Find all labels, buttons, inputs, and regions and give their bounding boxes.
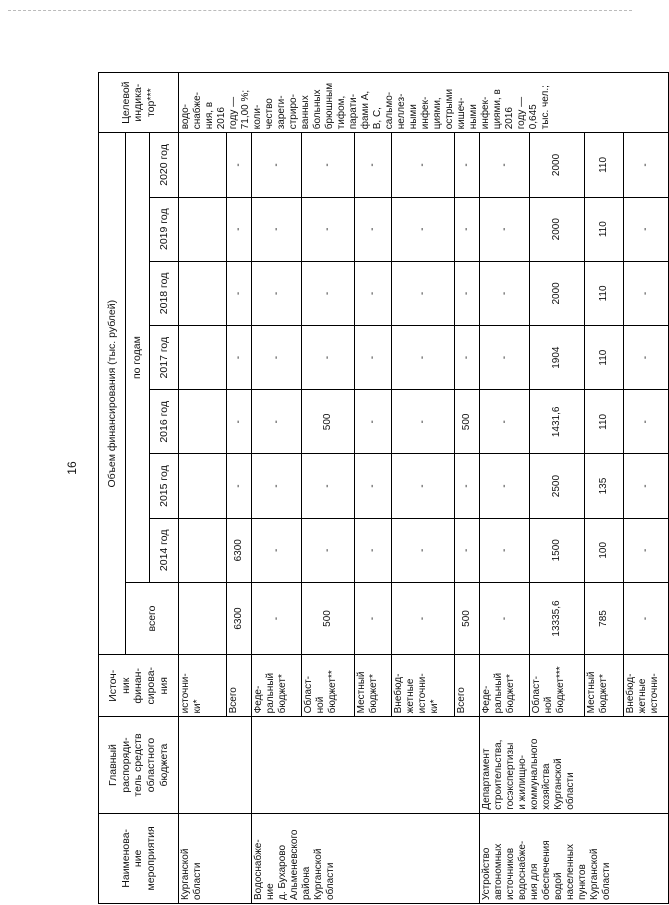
header-total: всего [125, 582, 179, 654]
value-cell: - [354, 326, 391, 390]
value-cell: - [227, 390, 252, 454]
value-cell: - [455, 454, 480, 518]
header-year: 2014 год [150, 518, 179, 582]
value-cell: - [252, 518, 302, 582]
value-cell: - [252, 197, 302, 261]
source-cell: Местный бюджет* [585, 655, 624, 717]
executor-cell [252, 717, 480, 813]
header-name: Наименова- ние мероприятия [99, 813, 179, 903]
value-cell: - [455, 326, 480, 390]
value-cell: 6300 [227, 518, 252, 582]
total-cell: - [252, 582, 302, 654]
value-cell: 2500 [530, 454, 585, 518]
value-cell: - [227, 454, 252, 518]
value-cell: - [227, 261, 252, 325]
value-cell: 1904 [530, 326, 585, 390]
top-scan-line [8, 10, 632, 11]
source-cell: Всего [455, 655, 480, 717]
financing-table [98, 72, 669, 904]
value-cell: - [480, 326, 530, 390]
source-cell: источни- ки* [179, 655, 227, 717]
value-cell: - [391, 390, 455, 454]
executor-cell: Департамент строительства, госэкспертизы и жилищно- коммунального хозяйства Курганской области [480, 717, 669, 813]
value-cell: 110 [585, 390, 624, 454]
value-cell: - [480, 390, 530, 454]
total-cell: - [391, 582, 455, 654]
value-cell: - [455, 261, 480, 325]
value-cell: - [354, 390, 391, 454]
value-cell: 500 [302, 390, 355, 454]
header-year: 2015 год [150, 454, 179, 518]
header-source: Источ- ник финан- сирова- ния [99, 655, 179, 717]
executor-cell [179, 717, 252, 813]
value-cell: - [455, 133, 480, 197]
value-cell: 100 [585, 518, 624, 582]
value-cell: - [624, 326, 669, 390]
value-cell: 2000 [530, 261, 585, 325]
total-cell: - [480, 582, 530, 654]
value-cell: - [480, 454, 530, 518]
header-year: 2020 год [150, 133, 179, 197]
value-cell: - [480, 261, 530, 325]
total-cell: - [624, 582, 669, 654]
value-cell: - [391, 518, 455, 582]
source-cell: Област- ной бюджет** [302, 655, 355, 717]
source-cell: Област- ной бюджет*** [530, 655, 585, 717]
value-cell: - [302, 133, 355, 197]
value-cell: - [302, 454, 355, 518]
source-cell: Местный бюджет* [354, 655, 391, 717]
value-cell: - [391, 454, 455, 518]
total-cell: 500 [302, 582, 355, 654]
value-cell: - [480, 518, 530, 582]
value-cell: - [227, 326, 252, 390]
value-cell: - [480, 197, 530, 261]
value-cell: - [227, 197, 252, 261]
value-cell: - [252, 454, 302, 518]
table-row [480, 73, 530, 904]
total-cell: 785 [585, 582, 624, 654]
value-cell: - [391, 261, 455, 325]
value-cell: 110 [585, 261, 624, 325]
value-cell [179, 390, 227, 454]
measure-name: Водоснабже- ние д. Бухарово Альменевского района Курганской области [252, 813, 480, 903]
value-cell: - [455, 518, 480, 582]
value-cell: 110 [585, 197, 624, 261]
header-volume: Объем финансирования (тыс. рублей) [99, 133, 126, 655]
value-cell [179, 326, 227, 390]
value-cell: - [624, 454, 669, 518]
value-cell: - [354, 261, 391, 325]
value-cell: - [227, 133, 252, 197]
rotated-table-container [98, 72, 669, 904]
value-cell: - [302, 261, 355, 325]
value-cell: 2000 [530, 133, 585, 197]
value-cell: - [302, 326, 355, 390]
header-by-years: по годам [125, 133, 150, 583]
table-row [252, 73, 302, 904]
value-cell: - [354, 518, 391, 582]
value-cell: 110 [585, 326, 624, 390]
header-year: 2018 год [150, 261, 179, 325]
value-cell: - [624, 518, 669, 582]
value-cell: - [391, 197, 455, 261]
value-cell: - [252, 133, 302, 197]
value-cell: 110 [585, 133, 624, 197]
table-row [179, 73, 227, 904]
value-cell: - [624, 133, 669, 197]
value-cell: - [391, 326, 455, 390]
value-cell: - [354, 133, 391, 197]
value-cell [179, 518, 227, 582]
total-cell: 500 [455, 582, 480, 654]
measure-name: Устройство автономных источников водоснабже- ния для обеспечения водой населенных пунктов Курганской области [480, 813, 669, 903]
value-cell: - [354, 454, 391, 518]
value-cell: 1500 [530, 518, 585, 582]
total-cell [179, 582, 227, 654]
value-cell: - [391, 133, 455, 197]
source-cell: Феде- ральный бюджет* [480, 655, 530, 717]
target-indicator-text: водо- снабже- ния, в 2016 году — 71,00 %; коли- чество зареги- стриро- ванных больных брюшным тифом, парати- фами А, В, С, сальмо- неллез- ными инфек- циями, острыми кишеч- ными инфек- циями, в 2016 году — 0,645 тыс. чел.; [179, 73, 669, 133]
value-cell: - [252, 261, 302, 325]
total-cell: 6300 [227, 582, 252, 654]
value-cell: 1431,6 [530, 390, 585, 454]
source-cell: Внебюд- жетные источни- [624, 655, 669, 717]
value-cell: 135 [585, 454, 624, 518]
value-cell: - [480, 133, 530, 197]
total-cell: 13335,6 [530, 582, 585, 654]
value-cell: - [252, 390, 302, 454]
value-cell: - [624, 390, 669, 454]
source-cell: Феде- ральный бюджет* [252, 655, 302, 717]
header-executor: Главный распоряди- тель средств областного бюджета [99, 717, 179, 813]
value-cell: - [252, 326, 302, 390]
source-cell: Внебюд- жетные источни- ки* [391, 655, 455, 717]
header-target: Целевой индика- тор*** [99, 73, 179, 133]
page-number: 16 [65, 461, 79, 475]
value-cell: 500 [455, 390, 480, 454]
value-cell: 2000 [530, 197, 585, 261]
value-cell: - [302, 197, 355, 261]
value-cell: - [624, 197, 669, 261]
source-cell: Всего [227, 655, 252, 717]
value-cell [179, 454, 227, 518]
header-year: 2017 год [150, 326, 179, 390]
value-cell: - [354, 197, 391, 261]
value-cell [179, 197, 227, 261]
total-cell: - [354, 582, 391, 654]
value-cell: - [624, 261, 669, 325]
header-year: 2019 год [150, 197, 179, 261]
value-cell [179, 133, 227, 197]
value-cell: - [302, 518, 355, 582]
measure-name: Курганской области [179, 813, 252, 903]
value-cell: - [455, 197, 480, 261]
value-cell [179, 261, 227, 325]
header-year: 2016 год [150, 390, 179, 454]
